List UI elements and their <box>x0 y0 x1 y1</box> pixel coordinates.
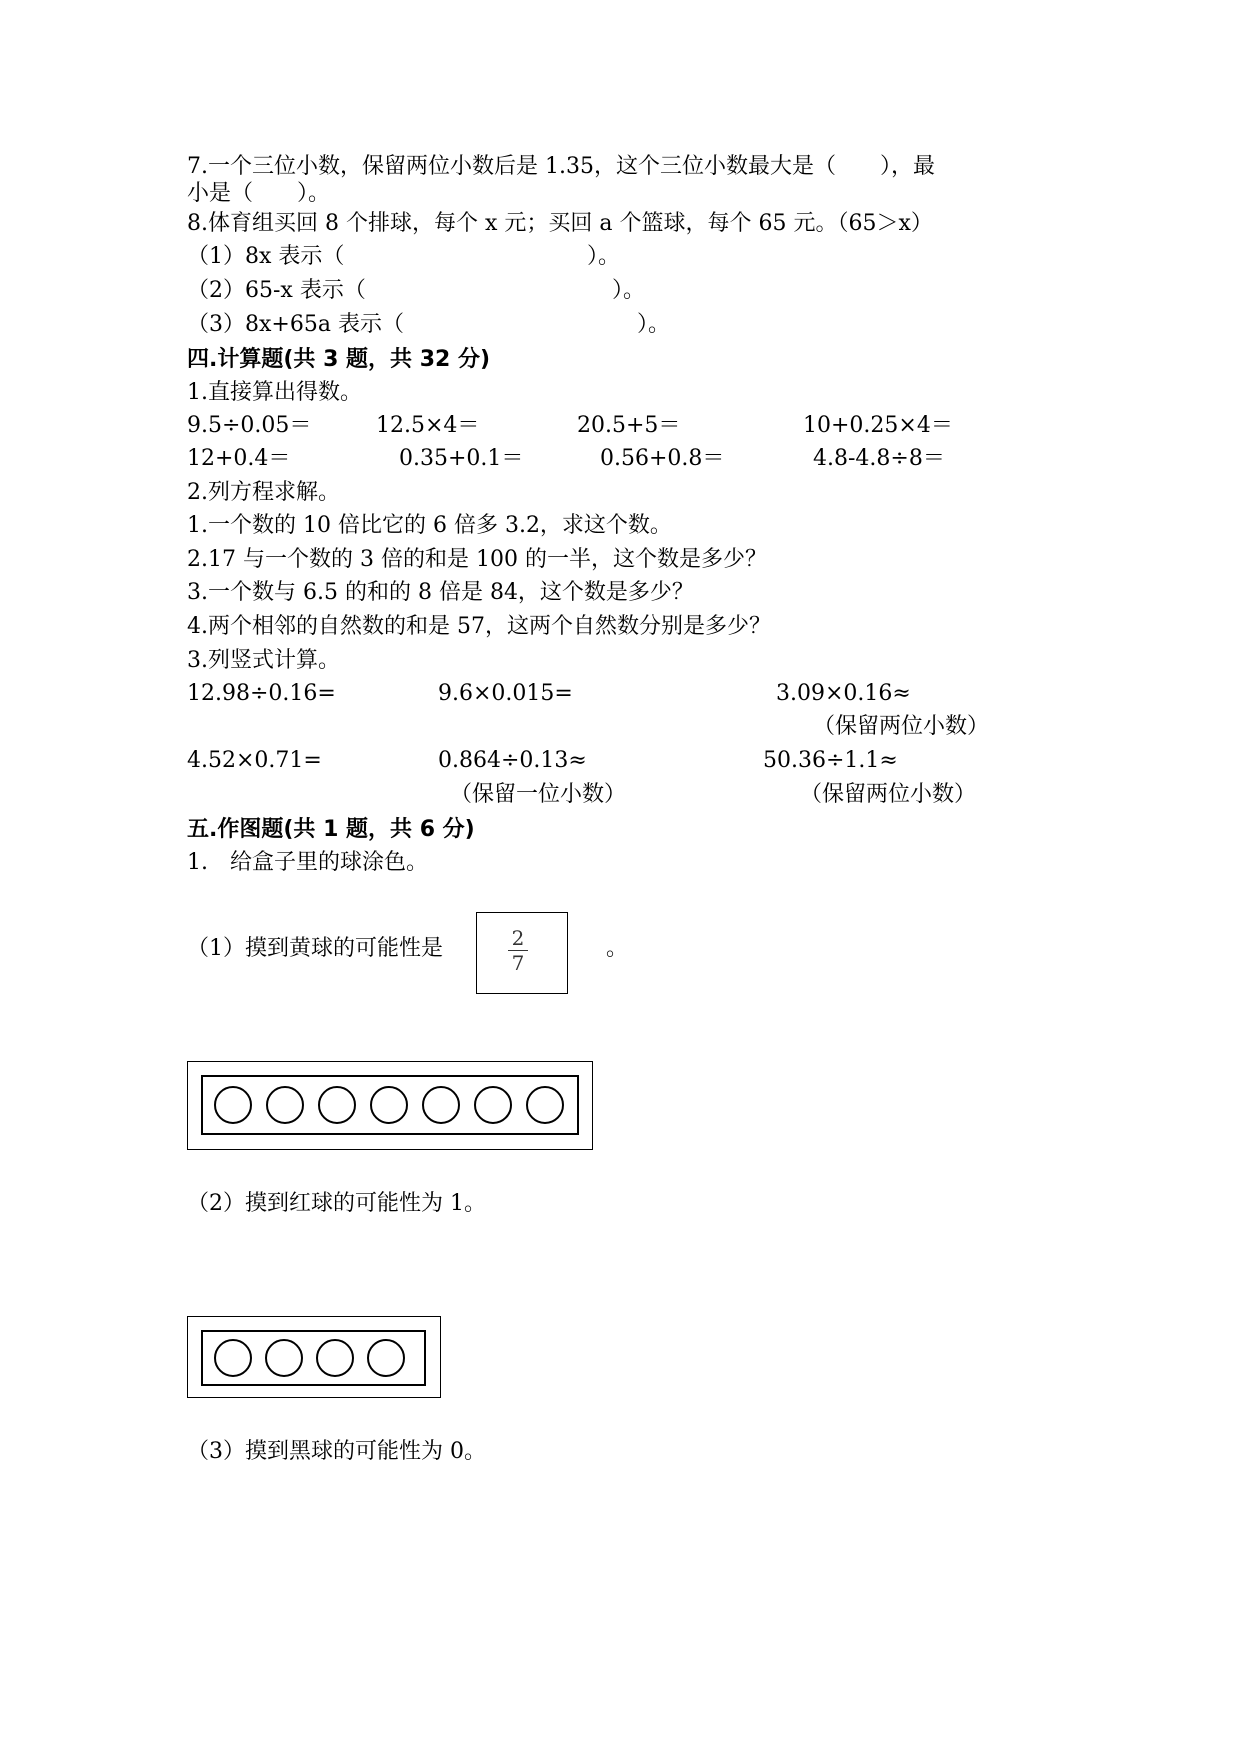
calc-item: 0.35+0.1＝ <box>399 446 524 471</box>
q8-sub1-prefix: （1）8x 表示（ <box>187 244 345 269</box>
ball-circle[interactable] <box>266 1086 304 1124</box>
ball-box-seven <box>187 1061 593 1150</box>
fraction <box>508 927 528 974</box>
vertical-calc-item: 3.09×0.16≈ <box>776 681 911 706</box>
drawing-q1-title: 1. 给盒子里的球涂色。 <box>187 850 428 875</box>
q8-sub2-suffix: ）。 <box>612 278 646 303</box>
equation-item: 4.两个相邻的自然数的和是 57，这两个自然数分别是多少？ <box>187 614 771 639</box>
rounding-note: （保留一位小数） <box>450 782 627 807</box>
ball-box-four <box>187 1316 441 1398</box>
calc-item: 12+0.4＝ <box>187 446 291 471</box>
ball-circle[interactable] <box>526 1086 564 1124</box>
q8-sub3-prefix: （3）8x+65a 表示（ <box>187 312 404 337</box>
vertical-calc-item: 50.36÷1.1≈ <box>763 748 898 773</box>
calc-q2-title: 2.列方程求解。 <box>187 480 340 505</box>
calc-item: 0.56+0.8＝ <box>600 446 725 471</box>
yellow-ball-prompt-end: 。 <box>606 936 629 961</box>
ball-circle[interactable] <box>318 1086 356 1124</box>
calc-item: 20.5+5＝ <box>577 413 681 438</box>
ball-box-inner <box>201 1330 426 1386</box>
fraction-numerator: 2 <box>511 926 525 950</box>
ball-circle[interactable] <box>214 1339 252 1377</box>
vertical-calc-item: 0.864÷0.13≈ <box>438 748 587 773</box>
black-ball-prompt: （3）摸到黑球的可能性为 0。 <box>187 1439 486 1464</box>
q7-line2: 小是（ ）。 <box>187 181 331 206</box>
ball-box-inner <box>201 1075 579 1135</box>
yellow-ball-prompt: （1）摸到黄球的可能性是 <box>187 936 443 961</box>
calc-q3-title: 3.列竖式计算。 <box>187 648 340 673</box>
q8-sub3-suffix: ）。 <box>637 312 671 337</box>
ball-circle[interactable] <box>316 1339 354 1377</box>
ball-circle[interactable] <box>474 1086 512 1124</box>
q7-line1: 7.一个三位小数，保留两位小数后是 1.35，这个三位小数最大是（ ），最 <box>187 154 935 179</box>
vertical-calc-item: 4.52×0.71= <box>187 748 322 773</box>
section4-heading: 四.计算题(共 3 题，共 32 分) <box>187 347 491 372</box>
ball-circle[interactable] <box>367 1339 405 1377</box>
q8-sub2-prefix: （2）65-x 表示（ <box>187 278 366 303</box>
red-ball-prompt: （2）摸到红球的可能性为 1。 <box>187 1191 486 1216</box>
ball-circle[interactable] <box>265 1339 303 1377</box>
calc-item: 9.5÷0.05＝ <box>187 413 312 438</box>
fraction-denominator: 7 <box>511 951 525 975</box>
ball-circle[interactable] <box>370 1086 408 1124</box>
calc-q1-title: 1.直接算出得数。 <box>187 380 362 405</box>
equation-item: 1.一个数的 10 倍比它的 6 倍多 3.2，求这个数。 <box>187 513 672 538</box>
equation-item: 2.17 与一个数的 3 倍的和是 100 的一半，这个数是多少？ <box>187 547 767 572</box>
calc-item: 10+0.25×4＝ <box>803 413 953 438</box>
q8-sub1-suffix: ）。 <box>587 244 621 269</box>
ball-circle[interactable] <box>422 1086 460 1124</box>
fraction-box <box>476 912 568 994</box>
equation-item: 3.一个数与 6.5 的和的 8 倍是 84，这个数是多少？ <box>187 580 694 605</box>
vertical-calc-item: 12.98÷0.16= <box>187 681 336 706</box>
q8-stem: 8.体育组买回 8 个排球，每个 x 元；买回 a 个篮球，每个 65 元。（65＞x） <box>187 211 933 236</box>
vertical-calc-item: 9.6×0.015= <box>438 681 573 706</box>
calc-item: 4.8-4.8÷8＝ <box>813 446 945 471</box>
rounding-note: （保留两位小数） <box>800 782 977 807</box>
ball-circle[interactable] <box>214 1086 252 1124</box>
section5-heading: 五.作图题(共 1 题，共 6 分) <box>187 817 475 842</box>
calc-item: 12.5×4＝ <box>376 413 480 438</box>
rounding-note: （保留两位小数） <box>813 714 990 739</box>
